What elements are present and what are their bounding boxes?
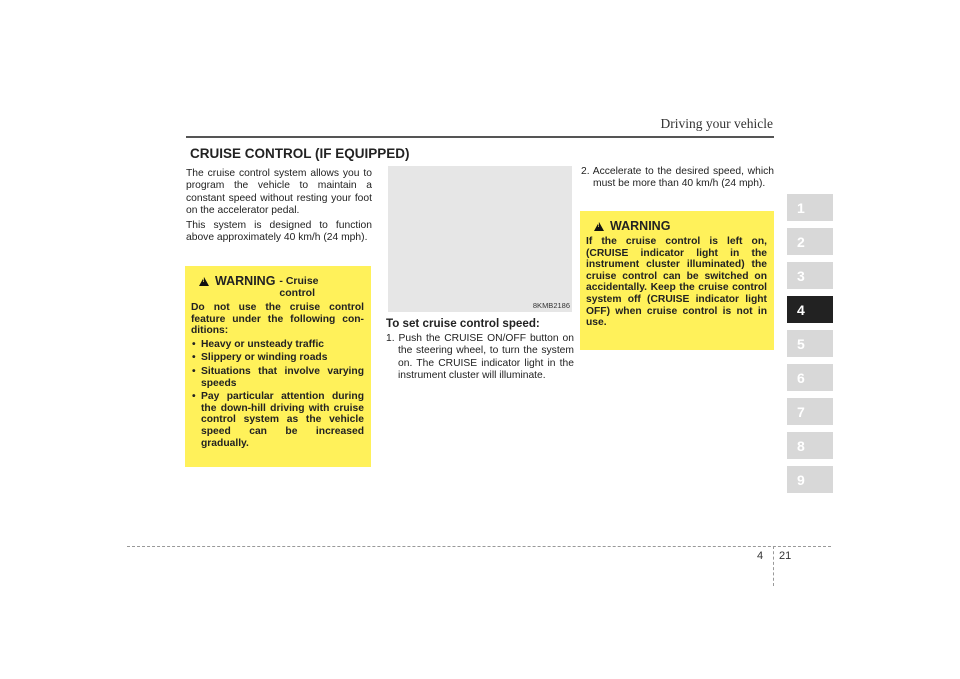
chapter-tabs <box>787 194 833 500</box>
chapter-tab-9[interactable]: 9 <box>787 466 833 493</box>
chapter-tab-1[interactable]: 1 <box>787 194 833 221</box>
chapter-tab-4[interactable]: 4 <box>787 296 833 323</box>
chapter-tab-5[interactable]: 5 <box>787 330 833 357</box>
warning-label: WARNING <box>215 274 276 288</box>
footer-divider <box>773 546 774 586</box>
list-item: • Situations that involve varying speeds <box>191 366 364 389</box>
list-item: • Heavy or unsteady traffic <box>191 339 364 351</box>
steering-wheel-figure <box>388 166 572 312</box>
warning-box-cruise-control <box>185 266 371 467</box>
page-number: 21 <box>779 550 792 562</box>
step-2 <box>581 166 774 191</box>
step-2-text: 2. Accelerate to the desired speed, which must be more than 40 km/h (24 mph). <box>581 166 774 190</box>
warning-intro: Do not use the cruise control feature under the following con-ditions: <box>191 302 364 337</box>
list-item: • Pay particular attention during the down-hill driving with cruise control system as the vehicle speed can be increased gradually. <box>191 391 364 449</box>
step-1 <box>386 333 574 382</box>
page-chapter-number: 4 <box>757 550 764 562</box>
running-header-title: Driving your vehicle <box>660 116 773 131</box>
step-1-text: 1. Push the CRUISE ON/OFF button on the steering wheel, to turn the system on. The CRUISE indicator light in the instrument cluster will illuminate. <box>386 333 574 381</box>
header-rule <box>186 136 774 138</box>
warning-triangle-icon <box>594 222 604 231</box>
warning-header <box>586 219 767 233</box>
warning-conditions-list <box>191 339 364 449</box>
warning-subtitle: - Cruise control <box>279 275 319 299</box>
warning-body: If the cruise control is left on, (CRUISE indicator light in the instrument cluster illuminated) the cruise control can be switched on accidentally. Keep the cruise control system off (CRUISE indicator light OFF) when cruise control is not in use. <box>586 236 767 329</box>
set-speed-heading: To set cruise control speed: <box>386 317 540 330</box>
chapter-tab-3[interactable]: 3 <box>787 262 833 289</box>
warning-body <box>191 302 364 449</box>
chapter-tab-2[interactable]: 2 <box>787 228 833 255</box>
section-title: CRUISE CONTROL (IF EQUIPPED) <box>190 146 410 161</box>
chapter-tab-6[interactable]: 6 <box>787 364 833 391</box>
footer-rule <box>127 546 831 547</box>
warning-header <box>191 274 364 299</box>
warning-label: WARNING <box>610 219 671 233</box>
intro-text <box>186 168 372 245</box>
warning-box-cruise-left-on <box>580 211 774 350</box>
figure-code: 8KMB2186 <box>532 301 570 310</box>
list-item: • Slippery or winding roads <box>191 352 364 364</box>
intro-paragraph-1: The cruise control system allows you to program the vehicle to maintain a constant speed without resting your foot on the accelerator pedal. <box>186 168 372 216</box>
chapter-tab-8[interactable]: 8 <box>787 432 833 459</box>
warning-triangle-icon <box>199 277 209 286</box>
chapter-tab-7[interactable]: 7 <box>787 398 833 425</box>
intro-paragraph-2: This system is designed to function above approximately 40 km/h (24 mph). <box>186 220 372 244</box>
